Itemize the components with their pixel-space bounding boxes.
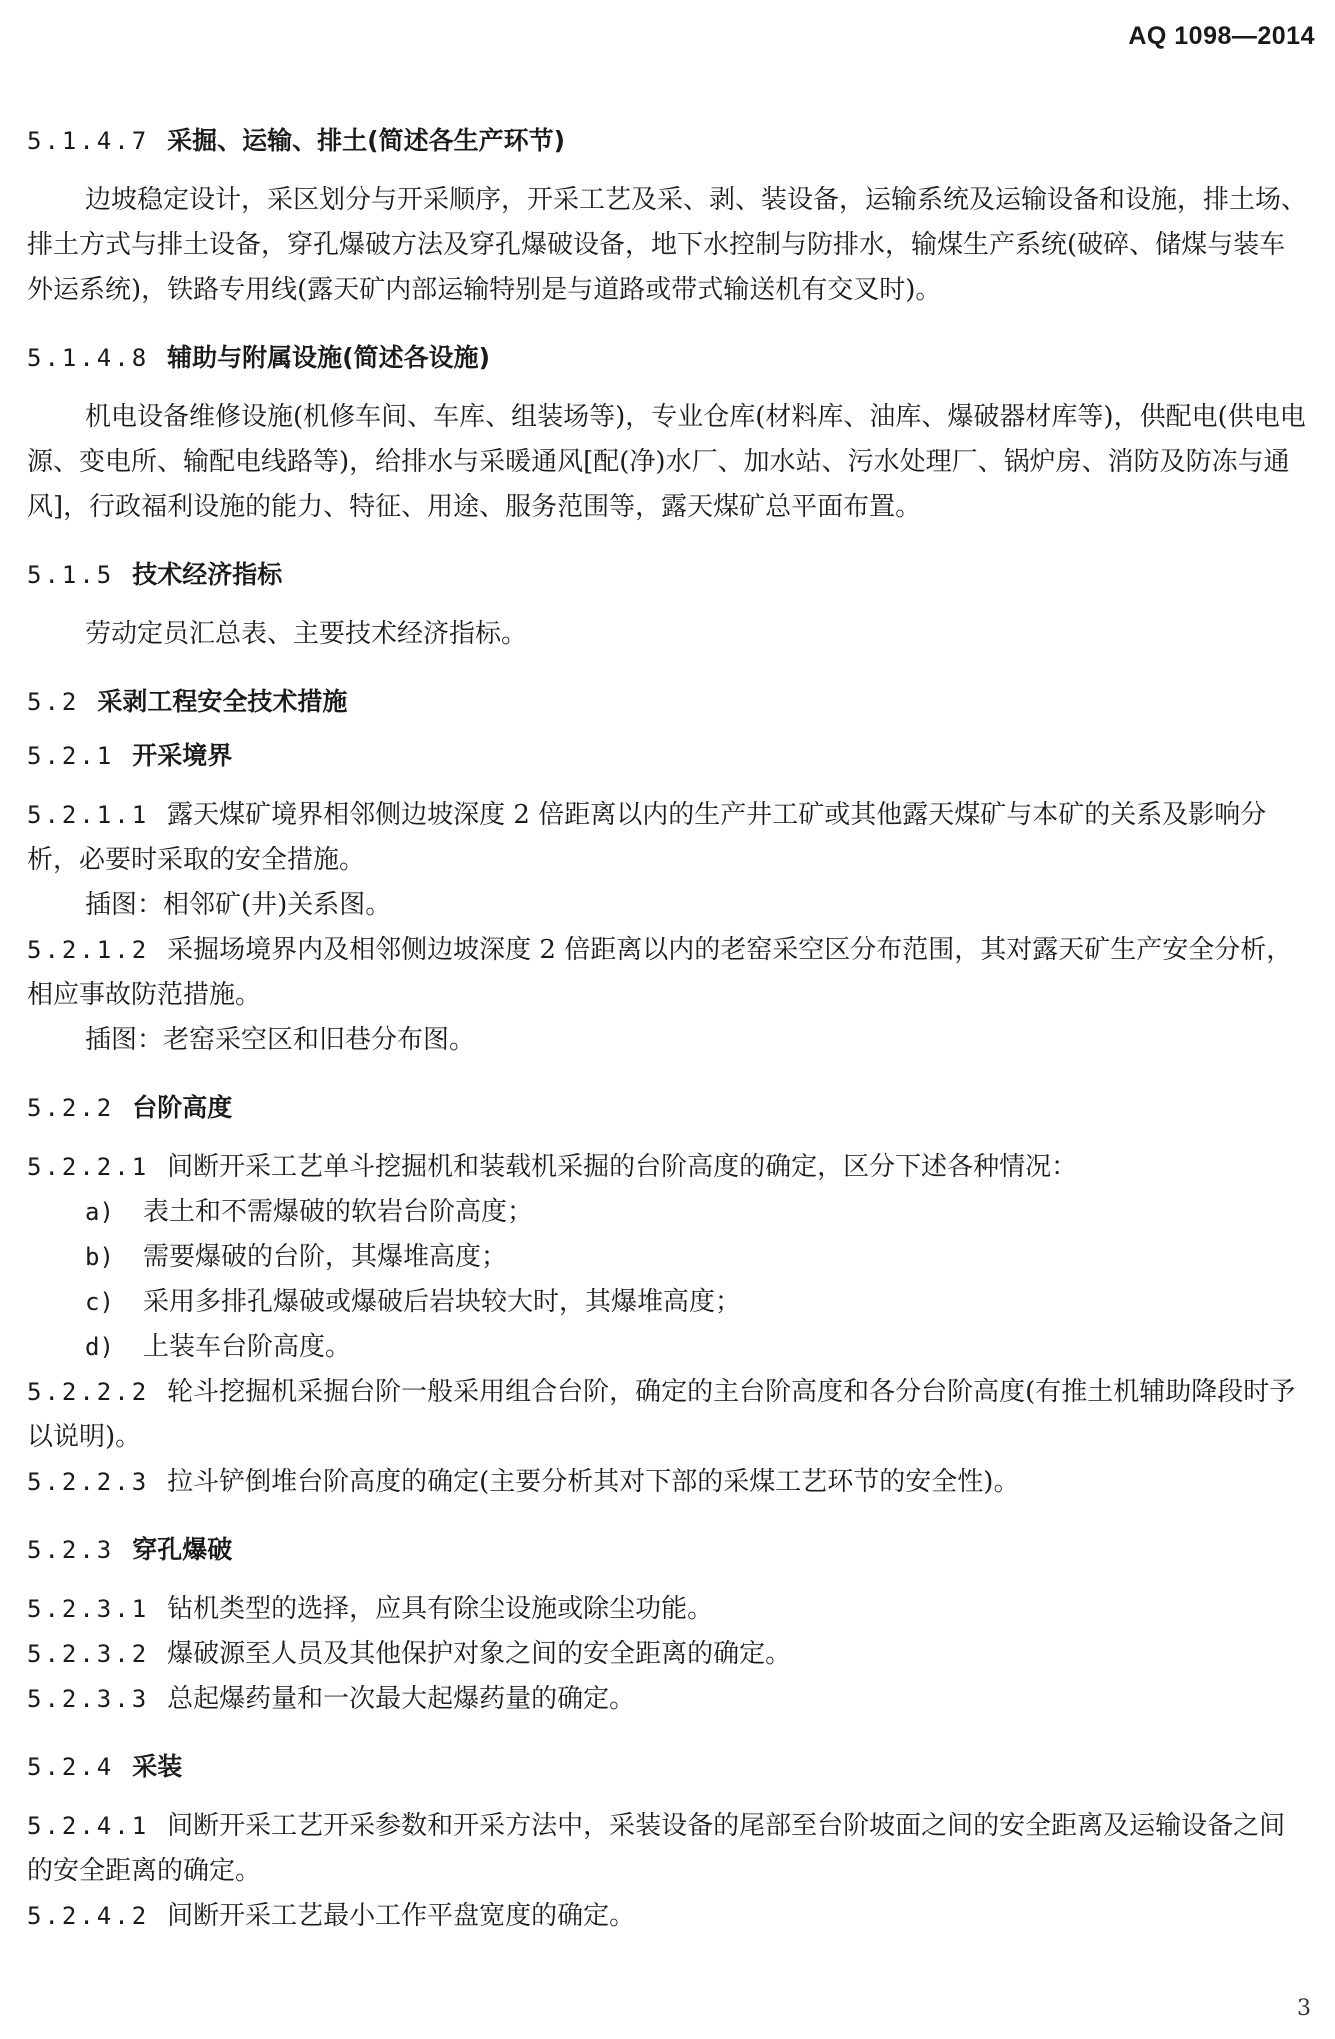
section-number: 5.2.2 — [27, 1094, 115, 1122]
clause-number: 5.2.2.3 — [27, 1468, 150, 1496]
section-title: 辅助与附属设施(简述各设施) — [167, 343, 491, 372]
clause-number: 5.2.3.3 — [27, 1685, 150, 1713]
clause-5-2-3-3 — [27, 1677, 1311, 1722]
list-item — [27, 1325, 1311, 1370]
list-item-text: 采用多排孔爆破或爆破后岩块较大时，其爆堆高度； — [143, 1287, 742, 1317]
section-heading-5-2 — [27, 679, 1311, 725]
list-item-text: 表土和不需爆破的软岩台阶高度； — [143, 1197, 534, 1227]
clause-5-2-4-1 — [27, 1804, 1311, 1894]
section-heading-5-2-1 — [27, 733, 1311, 779]
clause-text: 间断开采工艺单斗挖掘机和装载机采掘的台阶高度的确定，区分下述各种情况： — [167, 1152, 1078, 1182]
list-item-label: b) — [85, 1243, 114, 1271]
clause-number: 5.2.2.2 — [27, 1378, 150, 1406]
section-heading-5-1-4-7 — [27, 118, 1311, 164]
list-item — [27, 1190, 1311, 1235]
clause-5-2-4-2 — [27, 1894, 1311, 1939]
clause-number: 5.2.4.2 — [27, 1902, 150, 1930]
clause-text: 爆破源至人员及其他保护对象之间的安全距离的确定。 — [167, 1639, 792, 1669]
list-item-text: 上装车台阶高度。 — [143, 1332, 352, 1362]
paragraph-5-1-5: 劳动定员汇总表、主要技术经济指标。 — [85, 619, 528, 649]
section-number: 5.1.4.8 — [27, 344, 150, 372]
clause-5-2-3-1 — [27, 1587, 1311, 1632]
clause-text: 间断开采工艺开采参数和开采方法中，采装设备的尾部至台阶坡面之间的安全距离及运输设备之间的安全距离的确定。 — [27, 1811, 1286, 1886]
figure-note-5-2-1-1: 插图：相邻矿(井)关系图。 — [85, 890, 392, 920]
page-number: 3 — [1297, 1996, 1311, 2021]
clause-number: 5.2.3.1 — [27, 1595, 150, 1623]
clause-5-2-2-2 — [27, 1370, 1311, 1460]
section-title: 开采境界 — [132, 741, 233, 770]
list-item-text: 需要爆破的台阶，其爆堆高度； — [143, 1242, 508, 1272]
clause-text: 露天煤矿境界相邻侧边坡深度 2 倍距离以内的生产井工矿或其他露天煤矿与本矿的关系及影响分析，必要时采取的安全措施。 — [27, 800, 1267, 875]
section-title: 采剥工程安全技术措施 — [97, 687, 348, 716]
section-number: 5.2 — [27, 688, 80, 716]
section-title: 台阶高度 — [132, 1093, 233, 1122]
clause-number: 5.2.1.2 — [27, 936, 150, 964]
clause-text: 拉斗铲倒堆台阶高度的确定(主要分析其对下部的采煤工艺环节的安全性)。 — [167, 1467, 1020, 1497]
section-number: 5.2.4 — [27, 1753, 115, 1781]
clause-text: 间断开采工艺最小工作平盘宽度的确定。 — [167, 1901, 636, 1931]
section-heading-5-2-3 — [27, 1527, 1311, 1573]
section-heading-5-2-4 — [27, 1744, 1311, 1790]
clause-text: 钻机类型的选择，应具有除尘设施或除尘功能。 — [167, 1594, 714, 1624]
list-item — [27, 1280, 1311, 1325]
clause-text: 总起爆药量和一次最大起爆药量的确定。 — [167, 1684, 636, 1714]
section-title: 采装 — [132, 1752, 183, 1781]
section-heading-5-1-5 — [27, 552, 1311, 598]
clause-5-2-2-3 — [27, 1460, 1311, 1505]
section-number: 5.2.3 — [27, 1536, 115, 1564]
clause-5-2-1-2 — [27, 928, 1311, 1018]
document-code: AQ 1098—2014 — [1128, 22, 1315, 50]
list-item-label: a) — [85, 1198, 114, 1226]
clause-number: 5.2.1.1 — [27, 801, 150, 829]
section-number: 5.1.4.7 — [27, 127, 150, 155]
paragraph-5-1-4-7: 边坡稳定设计，采区划分与开采顺序，开采工艺及采、剥、装设备，运输系统及运输设备和设施，排土场、排土方式与排土设备，穿孔爆破方法及穿孔爆破设备，地下水控制与防排水，输煤生产系统(破碎、储煤与装车外运系统)，铁路专用线(露天矿内部运输特别是与道路或带式输送机有交叉时)。 — [27, 185, 1308, 305]
section-number: 5.2.1 — [27, 742, 115, 770]
list-item-label: c) — [85, 1288, 114, 1316]
section-number: 5.1.5 — [27, 561, 115, 589]
section-heading-5-2-2 — [27, 1085, 1311, 1131]
clause-number: 5.2.2.1 — [27, 1153, 150, 1181]
section-title: 技术经济指标 — [132, 560, 283, 589]
clause-text: 轮斗挖掘机采掘台阶一般采用组合台阶，确定的主台阶高度和各分台阶高度(有推土机辅助降段时予以说明)。 — [27, 1377, 1296, 1452]
paragraph-5-1-4-8: 机电设备维修设施(机修车间、车库、组装场等)，专业仓库(材料库、油库、爆破器材库等)，供配电(供电电源、变电所、输配电线路等)，给排水与采暖通风[配(净)水厂、加水站、污水处理厂、锅炉房、消防及防冻与通风]，行政福利设施的能力、特征、用途、服务范围等，露天煤矿总平面布置。 — [27, 402, 1306, 522]
clause-number: 5.2.4.1 — [27, 1812, 150, 1840]
list-item — [27, 1235, 1311, 1280]
clause-number: 5.2.3.2 — [27, 1640, 150, 1668]
section-title: 穿孔爆破 — [132, 1535, 233, 1564]
clause-5-2-2-1 — [27, 1145, 1311, 1190]
list-item-label: d) — [85, 1333, 114, 1361]
section-title: 采掘、运输、排土(简述各生产环节) — [167, 126, 566, 155]
page-content — [27, 118, 1311, 1939]
figure-note-5-2-1-2: 插图：老窑采空区和旧巷分布图。 — [85, 1025, 476, 1055]
clause-5-2-3-2 — [27, 1632, 1311, 1677]
section-heading-5-1-4-8 — [27, 335, 1311, 381]
clause-5-2-1-1 — [27, 793, 1311, 883]
clause-text: 采掘场境界内及相邻侧边坡深度 2 倍距离以内的老窑采空区分布范围，其对露天矿生产安全分析，相应事故防范措施。 — [27, 935, 1293, 1010]
